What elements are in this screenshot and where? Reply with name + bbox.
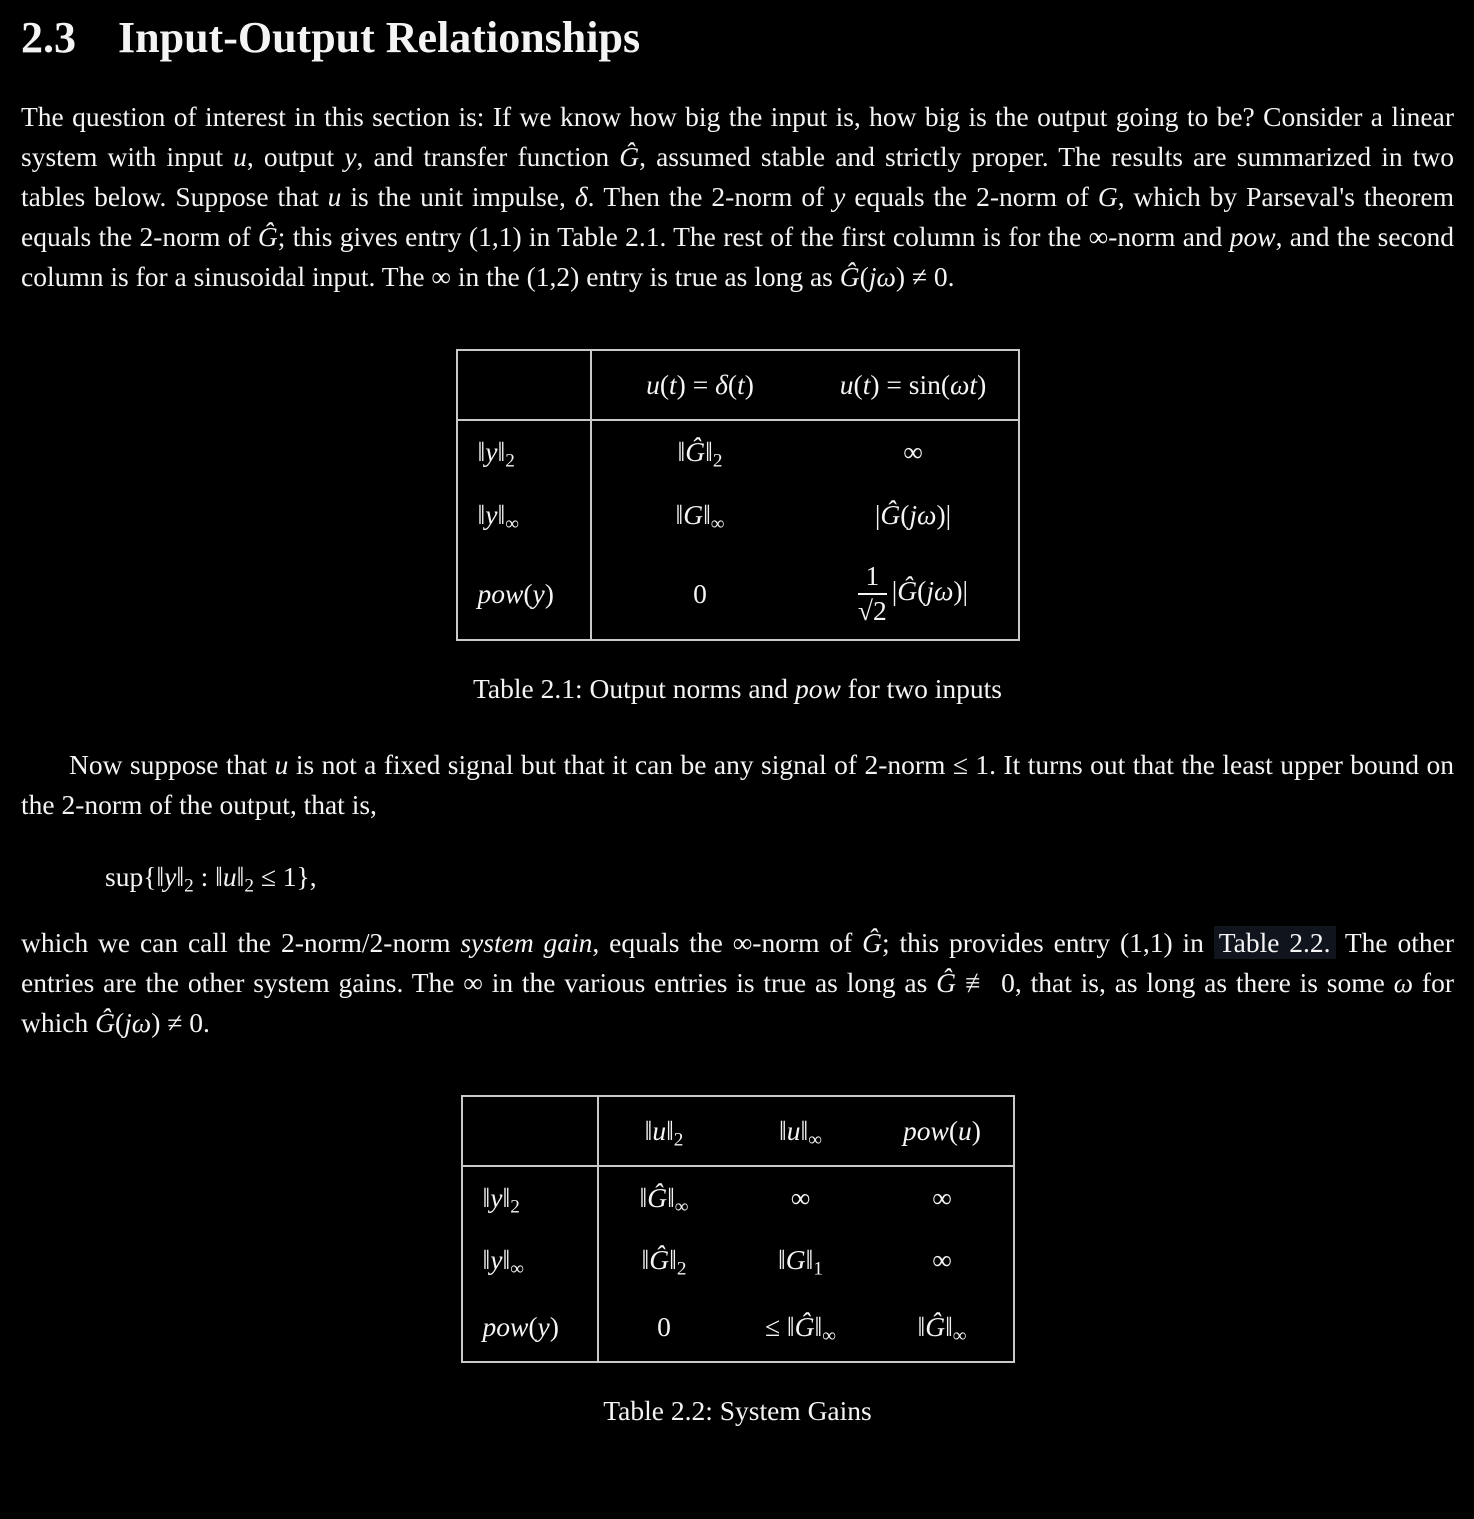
cell-yinf-uinf: $‖G‖_1$ (778, 1244, 823, 1280)
table-row (457, 548, 1019, 640)
table-2-2 (461, 1095, 1015, 1363)
sqrt-radical: √2 (857, 594, 887, 626)
table-row (462, 1228, 1014, 1292)
table-2-1-col-impulse: u(t) = δ(t) (646, 369, 754, 400)
table-2-1-caption: Table 2.1: Output norms and pow for two inputs (473, 673, 1002, 704)
table-2-1-header-row (457, 350, 1019, 420)
paragraph-now-suppose: Now suppose that u is not a fixed signal but that it can be any signal of 2-norm ≤ 1. It turns out that the least upper bound on the 2-norm of the output, that is, (21, 749, 1454, 820)
section-number: 2.3 (21, 13, 76, 62)
cell-pow-impulse: 0 (693, 577, 707, 609)
section-title: Input-Output Relationships (118, 13, 641, 62)
table-row (457, 482, 1019, 548)
table-2-2-caption: Table 2.2: System Gains (603, 1395, 872, 1426)
cell-y2-powu: ∞ (932, 1181, 952, 1213)
cell-pow-sinusoid: $\frac{1}{√2}$ |Ĝ(jω)| (857, 559, 969, 626)
cell-yinf-powu: ∞ (932, 1244, 952, 1275)
table-row (462, 1292, 1014, 1362)
table-2-1 (456, 349, 1020, 641)
row-label-y-2norm: $‖y‖_2$ (462, 1166, 598, 1228)
row-label-pow-y: pow(y) (457, 548, 591, 640)
paragraph-system-gain: which we can call the 2-norm/2-norm system gain, equals the ∞-norm of Ĝ; this provides entry (1,1) in Table 2.2. The other entries are the other system gains. The ∞ in the various entries is true as long as Ĝ ≢ 0, that is, as long as there is some ω for which Ĝ(jω) ≠ 0. (21, 927, 1454, 1038)
section-heading (21, 12, 1454, 63)
cell-powy-u2: 0 (657, 1310, 671, 1342)
cell-y2-u2: $‖Ĝ‖_\infty$ (639, 1181, 689, 1217)
fraction: $\frac{1}{√2}$ (857, 559, 887, 626)
cell-powy-powu: $‖Ĝ‖_\infty$ (917, 1310, 967, 1346)
document-page (21, 12, 1454, 1427)
cell-y2-impulse: $‖Ĝ‖_2$ (677, 435, 723, 471)
table-2-2-col-pow-u: pow(u) (903, 1115, 981, 1146)
paragraph-intro: The question of interest in this section is: If we know how big the input is, how big is the output going to be? Consider a linear system with input u, output y, and transfer function Ĝ, assumed stable and strictly proper. The results are summarized in two tables below. Suppose that u is the unit impulse, δ. Then the 2-norm of y equals the 2-norm of G, which by Parseval's theorem equals the 2-norm of Ĝ; this gives entry (1,1) in Table 2.1. The rest of the first column is for the ∞-norm and pow, and the second column is for a sinusoidal input. The ∞ in the (1,2) entry is true as long as Ĝ(jω) ≠ 0. (21, 101, 1455, 292)
cell-powy-uinf: ≤ $‖Ĝ‖_\infty$ (764, 1310, 837, 1346)
table-2-1-figure (456, 349, 1020, 705)
table-2-2-col-u-infnorm: $‖u‖_\infty$ (779, 1115, 822, 1151)
cell-yinf-u2: $‖Ĝ‖_2$ (641, 1244, 687, 1280)
cell-y2-uinf: ∞ (790, 1181, 811, 1213)
table-row (457, 420, 1019, 482)
row-label-y-2norm: $‖y‖_2$ (457, 420, 591, 482)
row-label-y-infnorm: $‖y‖_\infty$ (462, 1228, 598, 1292)
table-2-1-col-sinusoid: u(t) = sin(ωt) (839, 369, 987, 400)
cell-yinf-sinusoid: |Ĝ(jω)| (874, 499, 952, 530)
table-2-2-reference-link[interactable]: Table 2.2. (1214, 926, 1336, 959)
sup-norm-equation: $sup\{‖y‖_2$ : $‖u‖_2 \le 1$}, (105, 861, 317, 897)
table-2-2-col-u-2norm: $‖u‖_2$ (644, 1115, 684, 1151)
cell-yinf-impulse: $‖G‖_\infty$ (675, 499, 725, 535)
cell-y2-sinusoid: ∞ (903, 435, 923, 467)
table-2-2-figure (461, 1095, 1015, 1427)
table-row (462, 1166, 1014, 1228)
row-label-pow-y: pow(y) (462, 1292, 598, 1362)
table-2-2-header-row (462, 1096, 1014, 1166)
table-2-1-corner-cell (457, 350, 591, 420)
row-label-y-infnorm: $‖y‖_\infty$ (457, 482, 591, 548)
table-2-2-corner-cell (462, 1096, 598, 1166)
